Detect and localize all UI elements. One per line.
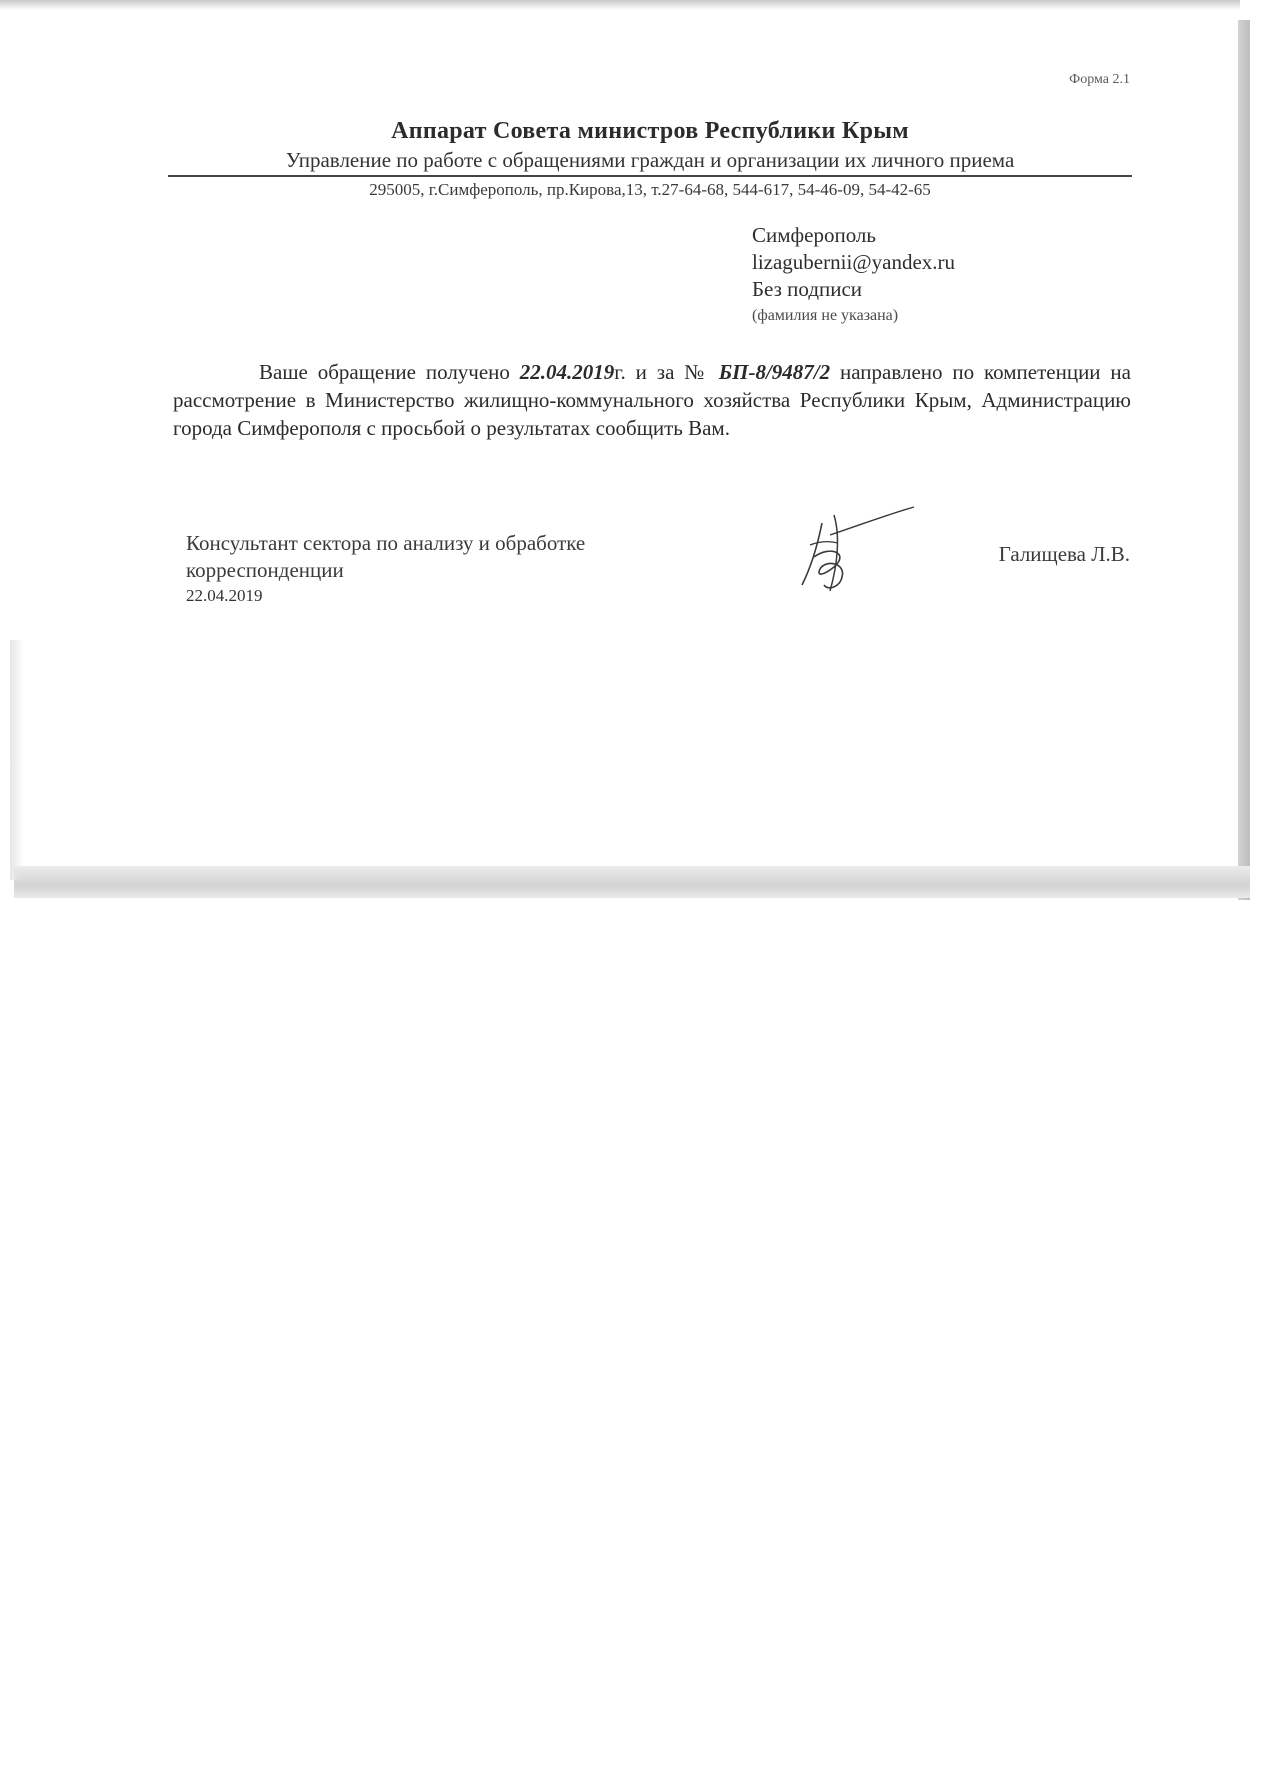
signer-position — [186, 530, 746, 584]
form-number: Форма 2.1 — [1069, 72, 1130, 87]
received-date: 22.04.2019 — [519, 360, 615, 384]
handwritten-signature — [790, 505, 920, 595]
body-text-part3: направлено по компетенции на рассмотрение в Министерство жилищно-коммунального хозяйства Республики Крым, Администрацию города Симферополя с просьбой о результатах сообщить Вам. — [173, 360, 1131, 440]
body-text-part2: г. и за № — [614, 360, 719, 384]
body-text-part1: Ваше обращение получено — [259, 360, 520, 384]
letter-paragraph — [173, 358, 1131, 442]
letter-body — [173, 358, 1131, 442]
header-rule — [168, 175, 1132, 177]
recipient-email: lizagubernii@yandex.ru — [752, 250, 956, 274]
organization-title: Аппарат Совета министров Республики Крым — [391, 118, 909, 144]
recipient-name-note: (фамилия не указана) — [752, 307, 899, 324]
scan-edge-top — [0, 0, 1240, 10]
signature-date: 22.04.2019 — [186, 586, 263, 605]
signer-position-line2: корреспонденции — [186, 558, 344, 582]
recipient-block — [752, 222, 1172, 329]
signer-name: Галищева Л.В. — [998, 542, 1130, 566]
scan-edge-left — [10, 640, 24, 880]
recipient-name: Без подписи — [752, 277, 863, 301]
recipient-city: Симферополь — [752, 223, 876, 247]
scan-edge-bottom — [14, 866, 1250, 898]
signer-position-line1: Консультант сектора по анализу и обработке — [186, 531, 586, 555]
registration-number: БП-8/9487/2 — [718, 360, 831, 384]
scan-edge-right — [1238, 20, 1250, 900]
organization-address: 295005, г.Симферополь, пр.Кирова,13, т.27-64-68, 544-617, 54-46-09, 54-42-65 — [369, 180, 931, 199]
department-name: Управление по работе с обращениями граждан и организации их личного приема — [285, 148, 1015, 172]
